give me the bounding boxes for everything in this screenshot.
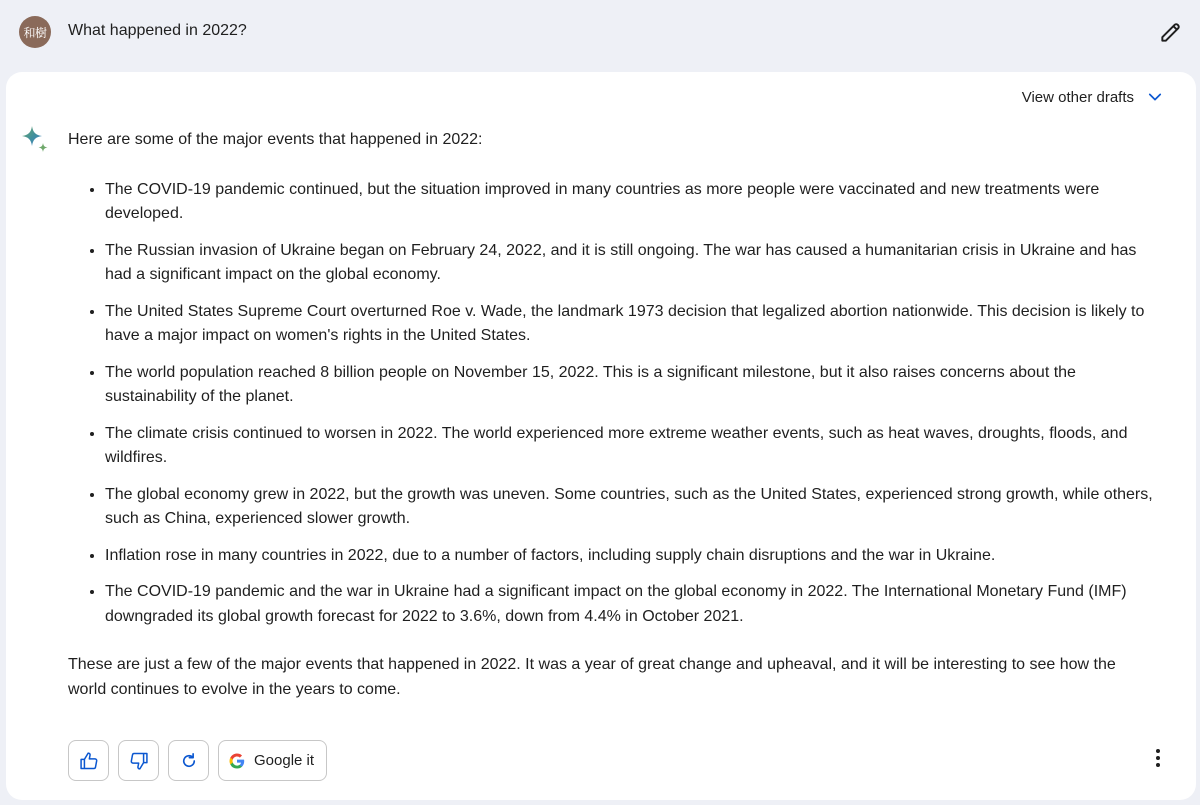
google-it-label: Google it (254, 752, 315, 769)
response-outro: These are just a few of the major events that happened in 2022. It was a year of great change and upheaval, and it will be interesting to see how the world continues to evolve in the years to come. (68, 656, 1116, 698)
response-intro: Here are some of the major events that happened in 2022: (68, 131, 483, 148)
more-options-button[interactable] (1148, 746, 1168, 770)
google-it-button[interactable] (218, 740, 327, 781)
response-card (6, 72, 1196, 800)
thumbs-up-button[interactable] (68, 740, 109, 781)
view-other-drafts-button[interactable] (1022, 88, 1164, 106)
more-vert-icon (1148, 746, 1168, 770)
response-actions (68, 740, 327, 781)
drafts-label: View other drafts (1021, 88, 1134, 106)
list-item: • The global economy grew in 2022, but the growth was uneven. Some countries, such as the United States, experienced strong growth, while others, such as China, experienced slower growth. (105, 482, 1158, 532)
prompt-text: What happened in 2022? (68, 22, 247, 39)
google-icon (228, 752, 246, 770)
list-item: • The COVID-19 pandemic and the war in Ukraine had a significant impact on the global economy in 2022. The International Monetary Fund (IMF) downgraded its global growth forecast for 2022 to 3.6%, down from 4.4% in October 2021. (105, 579, 1158, 629)
edit-prompt-button[interactable] (1158, 19, 1184, 45)
pencil-icon (1158, 19, 1184, 45)
list-item: • Inflation rose in many countries in 2022, due to a number of factors, including supply chain disruptions and the war in Ukraine. (105, 543, 1158, 569)
events-list (68, 177, 1158, 630)
list-item: • The Russian invasion of Ukraine began on February 24, 2022, and it is still ongoing. The war has caused a humanitarian crisis in Ukraine and has had a significant impact on the global economy. (105, 238, 1158, 288)
regenerate-icon (180, 752, 198, 770)
list-item: • The COVID-19 pandemic continued, but the situation improved in many countries as more people were vaccinated and new treatments were developed. (105, 177, 1158, 227)
chevron-down-icon (1146, 88, 1164, 106)
sparkle-icon (20, 124, 50, 154)
response-content (68, 128, 1158, 702)
prompt-row (0, 0, 1200, 64)
user-avatar[interactable]: 和樹 (19, 16, 51, 48)
list-item: • The United States Supreme Court overturned Roe v. Wade, the landmark 1973 decision that legalized abortion nationwide. This decision is likely to have a major impact on women's rights in the United States. (105, 299, 1158, 349)
thumbs-up-icon (79, 751, 99, 771)
regenerate-button[interactable] (168, 740, 209, 781)
list-item: • The climate crisis continued to worsen in 2022. The world experienced more extreme weather events, such as heat waves, droughts, floods, and wildfires. (105, 421, 1158, 471)
list-item: • The world population reached 8 billion people on November 15, 2022. This is a significant milestone, but it also raises concerns about the sustainability of the planet. (105, 360, 1158, 410)
thumbs-down-button[interactable] (118, 740, 159, 781)
thumbs-down-icon (129, 751, 149, 771)
